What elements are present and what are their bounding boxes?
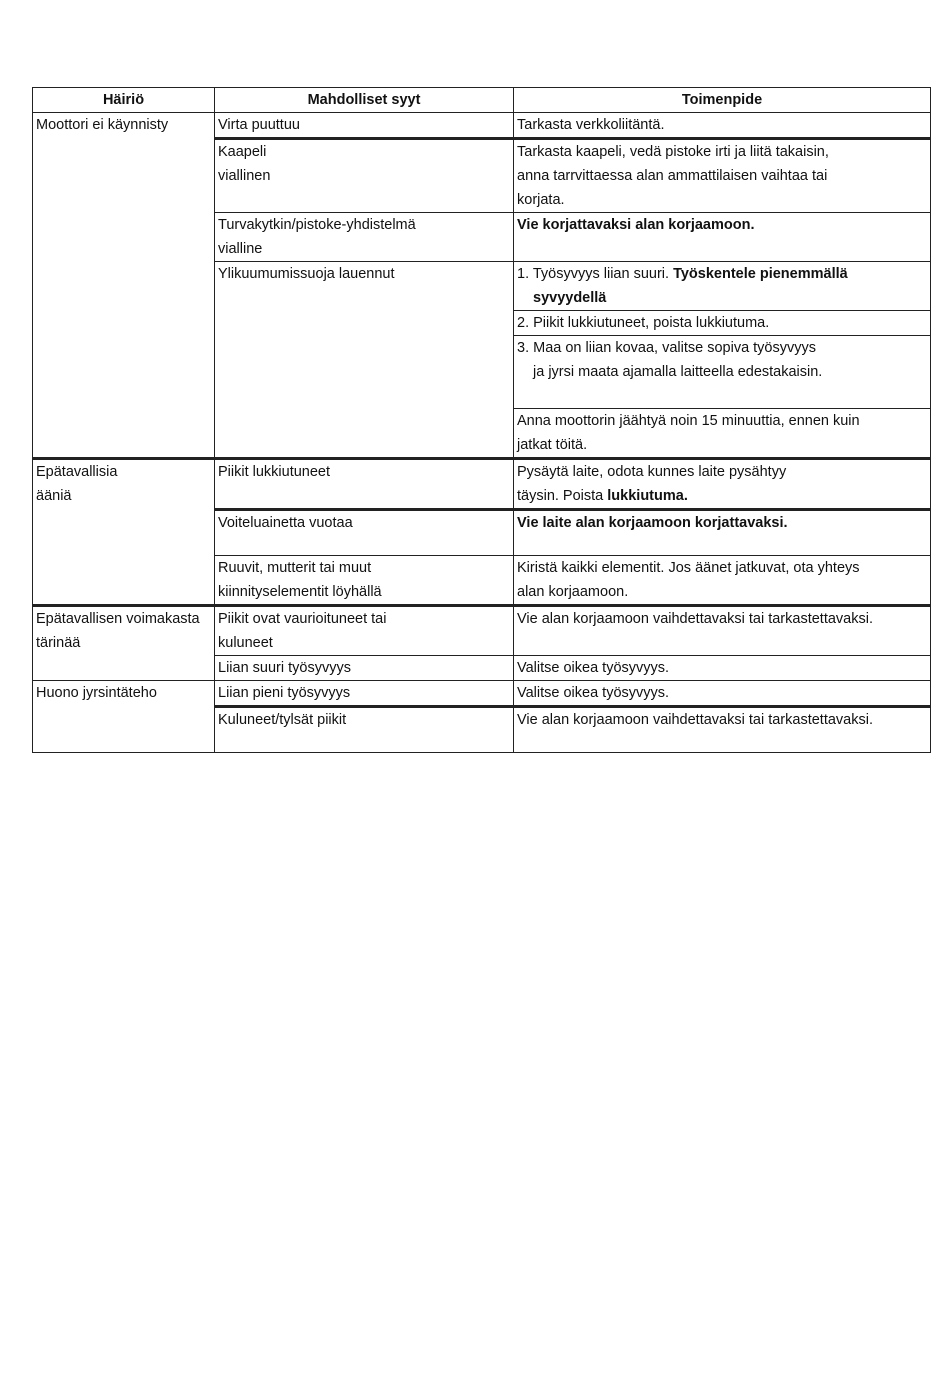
action-step-2: 2. Piikit lukkiutuneet, poista lukkiutuma. xyxy=(514,311,930,336)
action-cell xyxy=(514,262,931,459)
header-fault: Häiriö xyxy=(33,88,215,113)
action-step-3: 3. Maa on liian kovaa, valitse sopiva työsyvyys ja jyrsi maata ajamalla laitteella edestakaisin. xyxy=(514,336,930,409)
cause-cell: Kuluneet/tylsät piikit xyxy=(215,707,514,753)
action-cell: Pysäytä laite, odota kunnes laite pysähtyy täysin. Poista lukkiutuma. xyxy=(514,459,931,510)
cause-cell: Virta puuttuu xyxy=(215,113,514,139)
troubleshooting-table xyxy=(32,87,931,753)
action-cell: Vie korjattavaksi alan korjaamoon. xyxy=(514,213,931,262)
cause-cell: Liian pieni työsyvyys xyxy=(215,681,514,707)
header-action: Toimenpide xyxy=(514,88,931,113)
action-cell: Tarkasta kaapeli, vedä pistoke irti ja liitä takaisin, anna tarrvittaessa alan ammattilaisen vaihtaa tai korjata. xyxy=(514,139,931,213)
action-cell: Vie laite alan korjaamoon korjattavaksi. xyxy=(514,510,931,556)
table-row xyxy=(33,113,931,139)
action-cell: Vie alan korjaamoon vaihdettavaksi tai tarkastettavaksi. xyxy=(514,707,931,753)
troubleshooting-sheet xyxy=(32,87,930,753)
fault-cell: Epätavallisen voimakasta tärinää xyxy=(33,606,215,681)
action-cell: Tarkasta verkkoliitäntä. xyxy=(514,113,931,139)
action-cell: Valitse oikea työsyvyys. xyxy=(514,681,931,707)
cause-cell: Liian suuri työsyvyys xyxy=(215,656,514,681)
cause-cell: Voiteluainetta vuotaa xyxy=(215,510,514,556)
action-cell: Kiristä kaikki elementit. Jos äänet jatkuvat, ota yhteys alan korjaamoon. xyxy=(514,556,931,606)
cause-cell: Turvakytkin/pistoke-yhdistelmä vialline xyxy=(215,213,514,262)
cause-cell: Piikit lukkiutuneet xyxy=(215,459,514,510)
cause-cell: Piikit ovat vaurioituneet tai kuluneet xyxy=(215,606,514,656)
cause-cell: Kaapeli viallinen xyxy=(215,139,514,213)
fault-cell: Huono jyrsintäteho xyxy=(33,681,215,753)
table-row xyxy=(33,681,931,707)
action-cell: Valitse oikea työsyvyys. xyxy=(514,656,931,681)
cause-cell: Ylikuumumissuoja lauennut xyxy=(215,262,514,459)
fault-cell: Epätavallisia ääniä xyxy=(33,459,215,606)
cause-cell: Ruuvit, mutterit tai muut kiinnityselementit löyhällä xyxy=(215,556,514,606)
header-row xyxy=(33,88,931,113)
table-row xyxy=(33,606,931,656)
action-note: Anna moottorin jäähtyä noin 15 minuuttia, ennen kuin jatkat töitä. xyxy=(517,413,860,453)
action-cell: Vie alan korjaamoon vaihdettavaksi tai tarkastettavaksi. xyxy=(514,606,931,656)
header-causes: Mahdolliset syyt xyxy=(215,88,514,113)
table-row xyxy=(33,459,931,510)
action-step-1: 1. Työsyvyys liian suuri. Työskentele pienemmällä syvyydellä xyxy=(514,262,930,311)
fault-cell: Moottori ei käynnisty xyxy=(33,113,215,459)
